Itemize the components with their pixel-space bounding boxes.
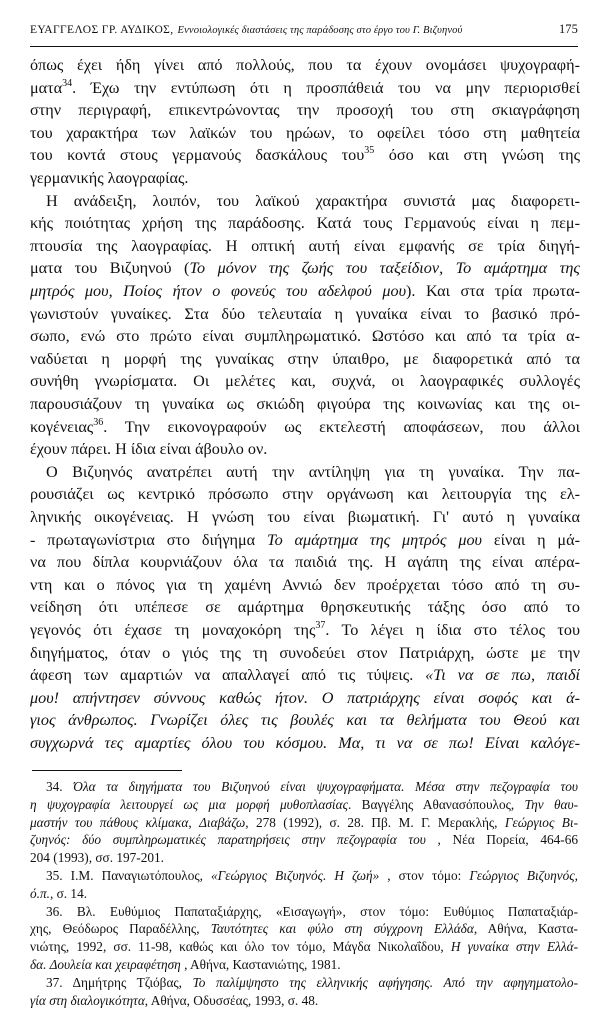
footnote-line <box>30 814 578 832</box>
footnote-reference: 34 <box>62 77 73 89</box>
body-line <box>30 664 580 687</box>
body-line <box>30 687 580 710</box>
italic-text: Το παλίμψηστο της ελληνικής αφήγησης. Από την αφηγηματολο- <box>192 974 578 990</box>
text-run: , σ. 14. <box>49 885 88 901</box>
body-line <box>30 144 580 167</box>
body-line <box>30 77 580 100</box>
text-run: , Αθήνα, Καστα- <box>473 921 578 937</box>
text-run: . Το λέγει η ίδια στο τέλος του <box>325 621 580 639</box>
italic-text: γιος άνθρωπος. Γνωρίζει όλες τις βουλές και τα θελήματα του Θεού και <box>30 711 580 730</box>
body-line <box>30 257 580 280</box>
text-run: ματα του Βιζυηνού ( <box>30 259 190 278</box>
footnote-separator <box>32 770 182 771</box>
header-title: Εννοιολογικές διαστάσεις της παράδοσης στο έργο του Γ. Βιζυηνού <box>177 25 463 36</box>
text-run: σωπο, ενώ στο πρώτο είναι συμπληρωματικό. Ωστόσο και από τα τρία α- <box>30 327 580 346</box>
text-run: διηγήματος, όταν ο γιός της τη συνοδεύει στον Πατριάρχη, ώστε με την <box>30 643 580 662</box>
text-run: χης, Θεόδωρος Παραδέλλης, <box>30 921 211 937</box>
text-run: ματα <box>30 78 63 97</box>
text-run: , στον τόμο: <box>379 868 470 883</box>
footnote-line <box>46 903 578 921</box>
text-run: να που δίπλα κουρνιάζουν όλα τα παιδιά της. Η αγάπη της είναι απέρα- <box>30 553 580 572</box>
running-header <box>30 22 578 47</box>
text-run: όσο και στη γνώση της <box>374 146 580 165</box>
page-number: 175 <box>558 22 578 36</box>
footnote-line <box>46 778 578 796</box>
footnote-line <box>46 974 578 992</box>
footnote-reference: 36 <box>93 416 104 428</box>
text-run: , Αθήνα, Οδυσσέας, 1993, σ. 48. <box>144 992 319 1008</box>
text-run: γεγονός ότι έχασε τη μοναχοκόρη της <box>30 621 316 639</box>
body-line <box>30 167 580 190</box>
text-run: ). Και στα τρία πρωτα- <box>406 282 580 300</box>
body-line <box>30 529 580 552</box>
italic-text: «Τι να σε πω, παιδί <box>425 666 580 685</box>
italic-text: Η γυναίκα στην Ελλά- <box>450 939 578 955</box>
body-line <box>46 190 580 213</box>
text-run: 37. Δημήτρης Τζιόβας, <box>46 974 193 990</box>
italic-text: δα. Δουλεία και χειραφέτηση <box>30 957 181 972</box>
italic-text: η ψυχογραφία λειτουργεί ως μια μορφή μυθοπλασίας <box>30 796 348 812</box>
italic-text: Γεώργιος Βι- <box>504 814 578 830</box>
italic-text: μητρός μου, Ποίος ήτον ο φονεύς του αδελφού μου <box>30 282 407 300</box>
body-line <box>30 348 580 371</box>
text-run: του χαρακτήρα των λαϊκών του ηρώων, το οφείλει τόσο στη μαθητεία <box>30 123 580 142</box>
footnote-line <box>30 885 578 903</box>
text-run: , <box>188 814 200 830</box>
body-line <box>30 325 580 348</box>
body-line <box>30 122 580 145</box>
italic-text: Την θαυ- <box>524 796 578 812</box>
italic-text: γία στη διαλογικότητα <box>30 992 145 1008</box>
header-author: ΕΥΑΓΓΕΛΟΣ ΓΡ. ΑΥΔΙΚΟΣ, <box>30 24 174 36</box>
body-line <box>30 483 580 506</box>
italic-text: μου! απήντησεν σύννους καθώς ήτον. Ο πατριάρχης είναι σοφός και ά- <box>30 688 580 707</box>
text-run: Ο Βιζυηνός ανατρέπει αυτή την αντίληψη για τη γυναίκα. Την πα- <box>46 462 580 481</box>
body-line <box>30 551 580 574</box>
footnote-line <box>30 938 578 956</box>
body-line <box>30 416 580 439</box>
italic-text: Γεώργιος Βιζυηνός, <box>469 868 578 883</box>
italic-text: Το αμάρτημα της μητρός μου <box>267 530 482 549</box>
text-run: 36. Βλ. Ευθύμιος Παπαταξιάρχης, «Εισαγωγή», στον τόμο: Ευθύμιος Παπαταξιάρ- <box>46 903 578 919</box>
text-run: κογένειας <box>30 417 94 436</box>
body-line <box>30 732 580 755</box>
text-run: 34. <box>46 779 74 794</box>
italic-text: συγχωρνά τες αμαρτίες όλου του κόσμου. Μα, τι να σε πω! Είναι καλόγε- <box>30 734 580 752</box>
body-line <box>30 709 580 732</box>
text-run: συνήθη γνωρίσματα. Οι μελέτες και, συχνά, οι λαογραφικές συλλογές <box>30 372 580 391</box>
text-run: στην περιγραφή, επικεντρώνοντας την προσοχή του στη σκιαγράφηση <box>30 101 580 120</box>
body-line <box>30 506 580 529</box>
footnote-line <box>46 867 578 885</box>
italic-text: μαστήν του πάθους κλίμακα <box>30 814 189 830</box>
body-line <box>30 280 580 303</box>
body-line <box>30 212 580 235</box>
text-run: ναδύεται η μορφή της γυναίκας στην ύπαιθρο, με διαφορετικά από τα <box>30 349 580 368</box>
text-run: 204 (1993), σσ. 197-201. <box>30 850 164 866</box>
body-line <box>30 596 580 619</box>
text-run: ληνικής οικογένειας. Η γνώση του είναι βιωματική. Γι' αυτό η γυναίκα <box>30 508 580 526</box>
body-line <box>30 619 580 642</box>
footnote-line <box>30 831 578 849</box>
body-line <box>30 574 580 597</box>
text-run: . Την εικονογραφούν ως εκτελεστή αποφάσεων, που άλλοι <box>103 417 580 436</box>
text-run: κής ποιότητας χρήση της παράδοσης. Κατά τους Γερμανούς είναι η πεμ- <box>30 214 580 233</box>
body-line <box>46 461 580 484</box>
text-run: ντη και ο πόνος για τη χαμένη Αννιώ δεν προέρχεται τόσο από τη συ- <box>30 575 580 594</box>
text-run: 35. Ι.Μ. Παναγιωτόπουλος, <box>46 868 212 883</box>
body-line <box>30 99 580 122</box>
text-run: έχουν πάρει. Η ίδια είναι άβουλο ον. <box>30 440 268 459</box>
body-line <box>30 303 580 326</box>
running-header-text <box>30 24 463 36</box>
footnote-line <box>30 920 578 938</box>
italic-text: ζυηνός: δύο συμπληρωματικές παρατηρήσεις στην πεζογραφία του <box>30 832 426 848</box>
footnote-reference: 37 <box>315 620 326 631</box>
text-run: , Αθήνα, Καστανιώτης, 1981. <box>180 957 341 972</box>
footnote-line <box>30 849 578 867</box>
text-run: , 278 (1992), σ. 28. Πβ. Μ. Γ. Μερακλής, <box>245 814 505 830</box>
body-line <box>30 54 580 77</box>
footnote-line <box>30 956 578 974</box>
text-run: όπως έχει ήδη γίνει από πολλούς, που τα έχουν ονομάσει ψυχογραφή- <box>30 56 580 74</box>
text-run: γωνιστούν γυναίκες. Στα δύο τελευταία η γυναίκα είναι το βασικό πρό- <box>30 304 580 323</box>
text-run: νιώτης, 1992, σσ. 11-98, καθώς και όλο τον τόμο, Μάγδα Νικολαΐδου, <box>30 939 451 955</box>
italic-text: Ταυτότητες και φύλο στη σύγχρονη Ελλάδα <box>210 921 474 937</box>
body-line <box>30 642 580 665</box>
footnote-line <box>30 796 578 814</box>
body-line <box>30 370 580 393</box>
body-line <box>30 235 580 258</box>
text-run: είναι η μά- <box>481 530 580 549</box>
text-run: . Βαγγέλης Αθανασόπουλος, <box>348 796 525 812</box>
text-run: Η ανάδειξη, λοιπόν, του λαϊκού χαρακτήρα συνιστά μας διαφορετι- <box>46 191 580 210</box>
body-line <box>30 438 580 461</box>
italic-text: Διαβάζω <box>199 814 246 830</box>
text-run: γερμανικής λαογραφίας. <box>30 169 189 187</box>
text-run: ρουσιάζει ως κεντρικό πρόσωπο στην οργάνωση και λειτουργία της ελ- <box>30 485 580 504</box>
text-run: άφεση των αμαρτιών να απαλλαγεί από τις τύψεις. <box>30 666 426 685</box>
italic-text: «Γεώργιος Βιζυηνός. Η ζωή» <box>211 868 380 883</box>
italic-text: Όλα τα διηγήματα του Βιζυηνού είναι ψυχογραφήματα. Μέσα στην πεζογραφία του <box>73 779 578 794</box>
text-run: . Έχω την εντύπωση ότι η προσπάθειά του να μην περιορισθεί <box>72 78 580 97</box>
text-run: παρουσιάζουν τη γυναίκα ως σκιώδη φιγούρα της κοινωνίας και της οι- <box>30 395 580 413</box>
text-run: του κοντά στους γερμανούς δασκάλους του <box>30 146 365 165</box>
italic-text: Το μόνον της ζωής του ταξείδιον, Το αμάρτημα της <box>189 259 580 278</box>
italic-text: ό.π. <box>30 885 50 901</box>
footnote-reference: 35 <box>364 145 375 157</box>
text-run: νείδηση ότι υπέπεσε σε αμάρτημα θρησκευτικής τάξης όσο από το <box>30 598 580 617</box>
body-line <box>30 393 580 416</box>
text-run: - πρωταγωνίστρια στο διήγημα <box>30 530 268 549</box>
text-run: , Νέα Πορεία, 464-66 <box>425 832 578 848</box>
footnote-line <box>30 992 578 1010</box>
text-run: πτουσία της λαογραφίας. Η οπτική αυτή είναι εμφανής σε τρία διηγή- <box>30 236 580 255</box>
